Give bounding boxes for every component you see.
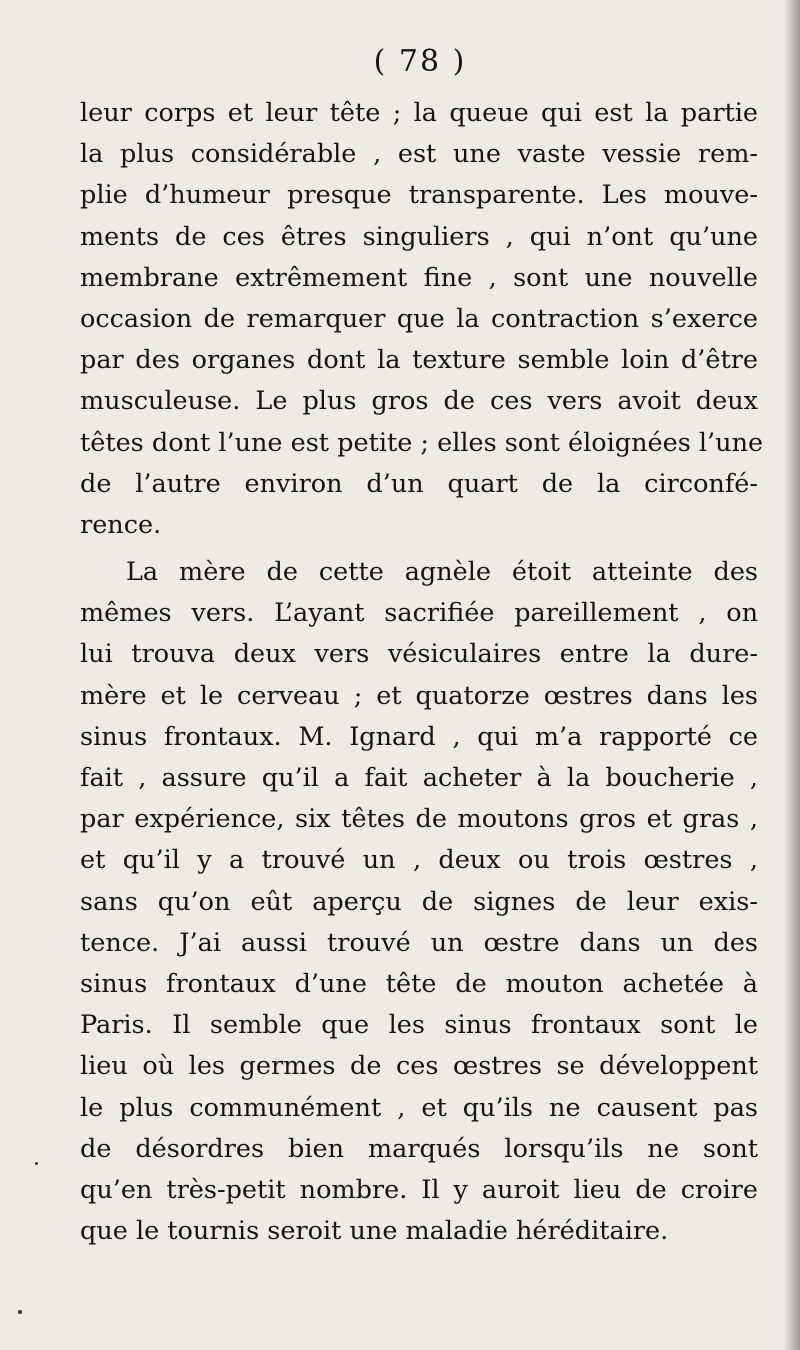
text-line: par expérience, six têtes de moutons gros et gras , <box>80 804 758 835</box>
text-line: membrane extrêmement fine , sont une nouvelle <box>80 262 758 293</box>
text-line: la plus considérable , est une vaste vessie rem- <box>80 139 758 170</box>
page-number: ( 78 ) <box>373 44 467 79</box>
text-line: rence. <box>80 509 162 540</box>
text-line: La mère de cette agnèle étoit atteinte des <box>126 557 758 588</box>
text-line: qu’en très-petit nombre. Il y auroit lieu de croire <box>80 1174 758 1205</box>
text-line: le plus communément , et qu’ils ne causent pas <box>80 1092 758 1123</box>
ink-speck <box>18 1310 22 1314</box>
text-line: Paris. Il semble que les sinus frontaux sont le <box>80 1010 758 1041</box>
text-line: leur corps et leur tête ; la queue qui est la partie <box>80 98 758 128</box>
text-line: et qu’il y a trouvé un , deux ou trois œstres , <box>80 845 758 876</box>
text-line: occasion de remarquer que la contraction s’exerce <box>80 303 758 334</box>
text-line: fait , assure qu’il a fait acheter à la boucherie , <box>80 763 758 793</box>
text-line: musculeuse. Le plus gros de ces vers avoit deux <box>80 386 758 417</box>
text-line: plie d’humeur presque transparente. Les mouve- <box>80 180 758 211</box>
text-line: que le tournis seroit une maladie héréditaire. <box>80 1216 669 1247</box>
text-line: de désordres bien marqués lorsqu’ils ne sont <box>80 1133 758 1164</box>
ink-speck <box>35 1162 38 1165</box>
page-edge-shadow <box>784 0 800 1350</box>
text-line: mêmes vers. L’ayant sacrifiée pareillement , on <box>80 598 758 629</box>
text-line: ments de ces êtres singuliers , qui n’ont qu’une <box>80 221 758 252</box>
paragraph-1 <box>80 93 764 546</box>
text-line: mère et le cerveau ; et quatorze œstres dans les <box>80 680 758 711</box>
text-line: sans qu’on eût aperçu de signes de leur exis- <box>80 886 758 917</box>
text-line: lui trouva deux vers vésiculaires entre la dure- <box>80 639 758 670</box>
text-line: têtes dont l’une est petite ; elles sont éloignées l’une <box>80 427 764 458</box>
body-text <box>80 93 764 1252</box>
text-line: tence. J’ai aussi trouvé un œstre dans un des <box>80 927 758 958</box>
text-line: sinus frontaux. M. Ignard , qui m’a rapporté ce <box>80 721 758 752</box>
text-line: lieu où les germes de ces œstres se développent <box>80 1051 758 1082</box>
text-line: sinus frontaux d’une tête de mouton achetée à <box>80 968 758 999</box>
paragraph-2 <box>80 552 758 1252</box>
text-line: par des organes dont la texture semble loin d’être <box>80 345 758 376</box>
text-line: de l’autre environ d’un quart de la circonfé- <box>80 468 758 499</box>
